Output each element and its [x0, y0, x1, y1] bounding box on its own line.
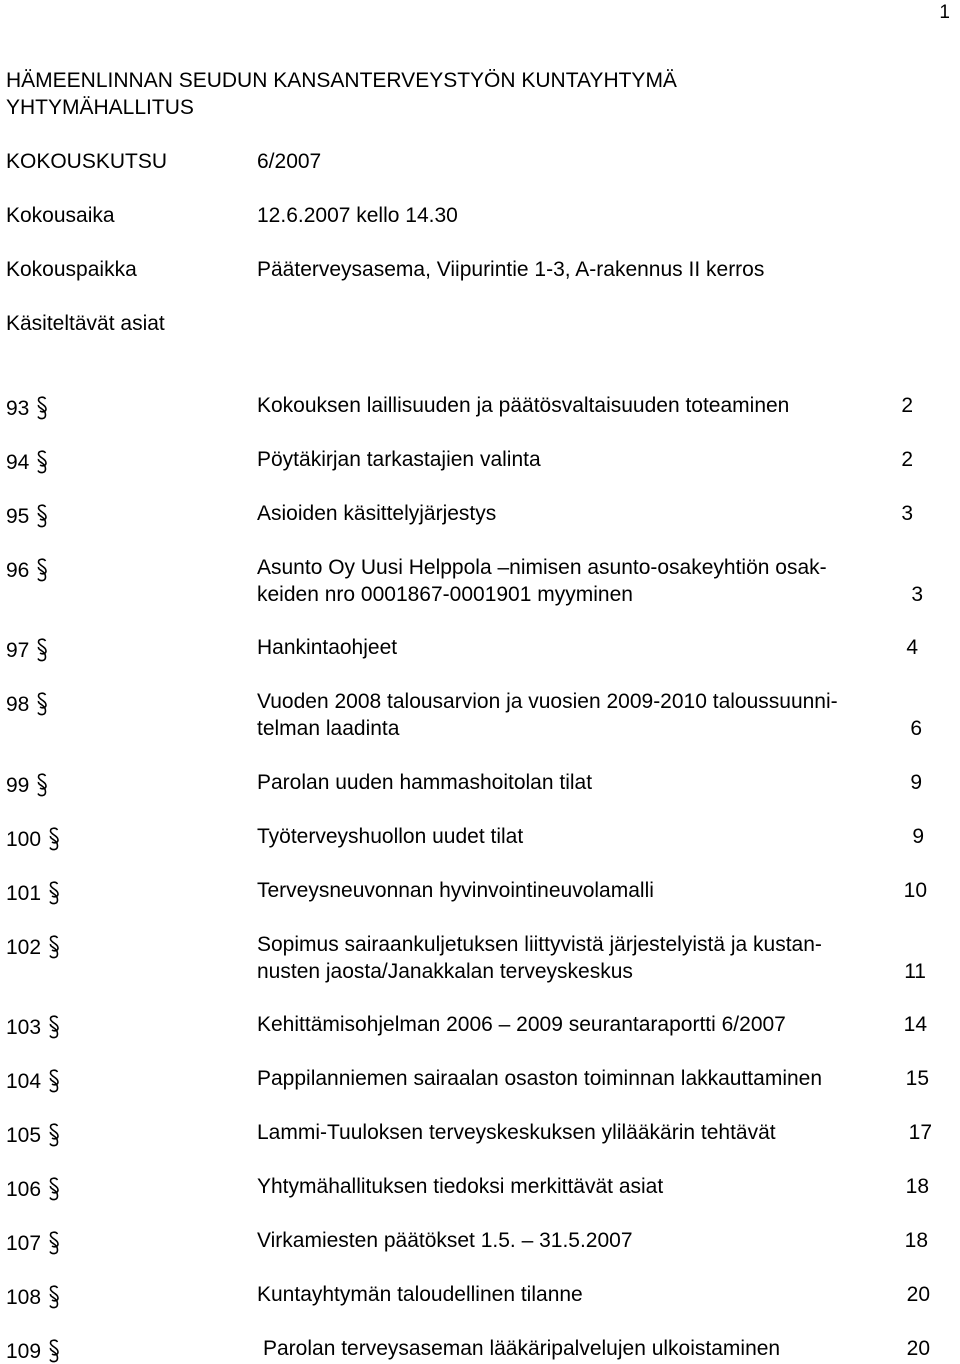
agenda-item-page: 14	[903, 1013, 927, 1036]
organization-name: HÄMEENLINNAN SEUDUN KANSANTERVEYSTYÖN KUNTAYHTYMÄ	[6, 69, 677, 92]
agenda-item-number	[6, 557, 49, 583]
agenda-item-page: 9	[912, 825, 924, 848]
agenda-item-page: 3	[911, 583, 923, 606]
agenda-item-title: Parolan terveysaseman lääkäripalvelujen ulkoistaminen	[263, 1337, 781, 1360]
agenda-item-number	[6, 1338, 61, 1364]
agenda-item-page: 10	[903, 879, 927, 902]
agenda-item-page: 3	[901, 502, 913, 525]
agenda-item-number	[6, 1230, 61, 1256]
section-number: 103	[6, 1016, 42, 1039]
section-number: 95	[6, 505, 30, 528]
agenda-item-title: Lammi-Tuuloksen terveyskeskuksen ylilääkärin tehtävät	[257, 1121, 776, 1144]
section-sign-icon	[47, 826, 61, 852]
section-sign-icon	[35, 637, 49, 663]
meeting-time-value: 12.6.2007 kello 14.30	[257, 204, 458, 227]
agenda-item-title: Vuoden 2008 talousarvion ja vuosien 2009-2010 taloussuunni-	[257, 690, 838, 713]
section-sign-icon	[35, 503, 49, 529]
agenda-item-page: 15	[905, 1067, 929, 1090]
section-sign-icon	[35, 691, 49, 717]
agenda-item-title: Yhtymähallituksen tiedoksi merkittävät asiat	[257, 1175, 664, 1198]
section-number: 104	[6, 1070, 42, 1093]
agenda-item-page: 2	[901, 394, 913, 417]
agenda-item-page: 18	[905, 1175, 929, 1198]
agenda-item-page: 17	[908, 1121, 932, 1144]
section-sign-icon	[47, 880, 61, 906]
meeting-time-label: Kokousaika	[6, 204, 115, 227]
agenda-item-number	[6, 1014, 61, 1040]
agenda-item-title: Virkamiesten päätökset 1.5. – 31.5.2007	[257, 1229, 633, 1252]
section-number: 93	[6, 397, 30, 420]
agenda-item-title-continued: telman laadinta	[257, 717, 400, 740]
agenda-item-title: Pappilanniemen sairaalan osaston toiminnan lakkauttaminen	[257, 1067, 823, 1090]
agenda-item-title: Parolan uuden hammashoitolan tilat	[257, 771, 593, 794]
agenda-item-number	[6, 826, 61, 852]
section-sign-icon	[35, 449, 49, 475]
section-number: 109	[6, 1340, 42, 1363]
agenda-item-number	[6, 691, 49, 717]
section-number: 107	[6, 1232, 42, 1255]
agenda-item-number	[6, 1176, 61, 1202]
agenda-item-page: 4	[906, 636, 918, 659]
section-sign-icon	[47, 1122, 61, 1148]
section-sign-icon	[47, 1338, 61, 1364]
agenda-item-title-continued: keiden nro 0001867-0001901 myyminen	[257, 583, 633, 606]
section-number: 94	[6, 451, 30, 474]
section-number: 96	[6, 559, 30, 582]
agenda-item-title: Asioiden käsittelyjärjestys	[257, 502, 497, 525]
section-number: 105	[6, 1124, 42, 1147]
section-sign-icon	[35, 395, 49, 421]
agenda-item-number	[6, 880, 61, 906]
section-number: 106	[6, 1178, 42, 1201]
agenda-item-page: 9	[910, 771, 922, 794]
agenda-item-number	[6, 503, 49, 529]
agenda-item-title: Terveysneuvonnan hyvinvointineuvolamalli	[257, 879, 654, 902]
section-sign-icon	[47, 1176, 61, 1202]
section-sign-icon	[35, 772, 49, 798]
agenda-item-title: Pöytäkirjan tarkastajien valinta	[257, 448, 541, 471]
agenda-item-number	[6, 934, 61, 960]
agenda-item-number	[6, 1122, 61, 1148]
agenda-item-page: 6	[910, 717, 922, 740]
agenda-item-number	[6, 395, 49, 421]
meeting-place-label: Kokouspaikka	[6, 258, 137, 281]
section-sign-icon	[47, 1014, 61, 1040]
section-number: 97	[6, 639, 30, 662]
agenda-item-number	[6, 1068, 61, 1094]
agenda-item-title: Asunto Oy Uusi Helppola –nimisen asunto-osakeyhtiön osak-	[257, 556, 827, 579]
section-number: 99	[6, 774, 30, 797]
section-sign-icon	[47, 1230, 61, 1256]
agenda-item-title: Sopimus sairaankuljetuksen liittyvistä järjestelyistä ja kustan-	[257, 933, 822, 956]
agenda-item-title: Hankintaohjeet	[257, 636, 398, 659]
agenda-item-title: Kokouksen laillisuuden ja päätösvaltaisuuden toteaminen	[257, 394, 790, 417]
agenda-item-number	[6, 1284, 61, 1310]
agenda-item-page: 11	[904, 960, 926, 983]
section-sign-icon	[47, 934, 61, 960]
section-number: 98	[6, 693, 30, 716]
section-number: 102	[6, 936, 42, 959]
agenda-item-page: 20	[906, 1337, 930, 1360]
section-sign-icon	[47, 1284, 61, 1310]
governing-body: YHTYMÄHALLITUS	[6, 96, 194, 119]
meeting-place-value: Pääterveysasema, Viipurintie 1-3, A-rakennus II kerros	[257, 258, 765, 281]
section-sign-icon	[47, 1068, 61, 1094]
section-number: 108	[6, 1286, 42, 1309]
section-number: 100	[6, 828, 42, 851]
agenda-item-page: 18	[904, 1229, 928, 1252]
agenda-item-title-continued: nusten jaosta/Janakkalan terveyskeskus	[257, 960, 633, 983]
meeting-title-label: KOKOUSKUTSU	[6, 150, 168, 173]
agenda-item-page: 20	[906, 1283, 930, 1306]
agenda-item-number	[6, 449, 49, 475]
section-sign-icon	[35, 557, 49, 583]
page-number: 1	[939, 2, 950, 23]
agenda-heading: Käsiteltävät asiat	[6, 312, 165, 335]
agenda-item-page: 2	[901, 448, 913, 471]
agenda-item-title: Työterveyshuollon uudet tilat	[257, 825, 524, 848]
agenda-item-number	[6, 637, 49, 663]
agenda-item-title: Kuntayhtymän taloudellinen tilanne	[257, 1283, 583, 1306]
section-number: 101	[6, 882, 42, 905]
agenda-item-number	[6, 772, 49, 798]
agenda-item-title: Kehittämisohjelman 2006 – 2009 seurantaraportti 6/2007	[257, 1013, 786, 1036]
meeting-title-value: 6/2007	[257, 150, 322, 173]
